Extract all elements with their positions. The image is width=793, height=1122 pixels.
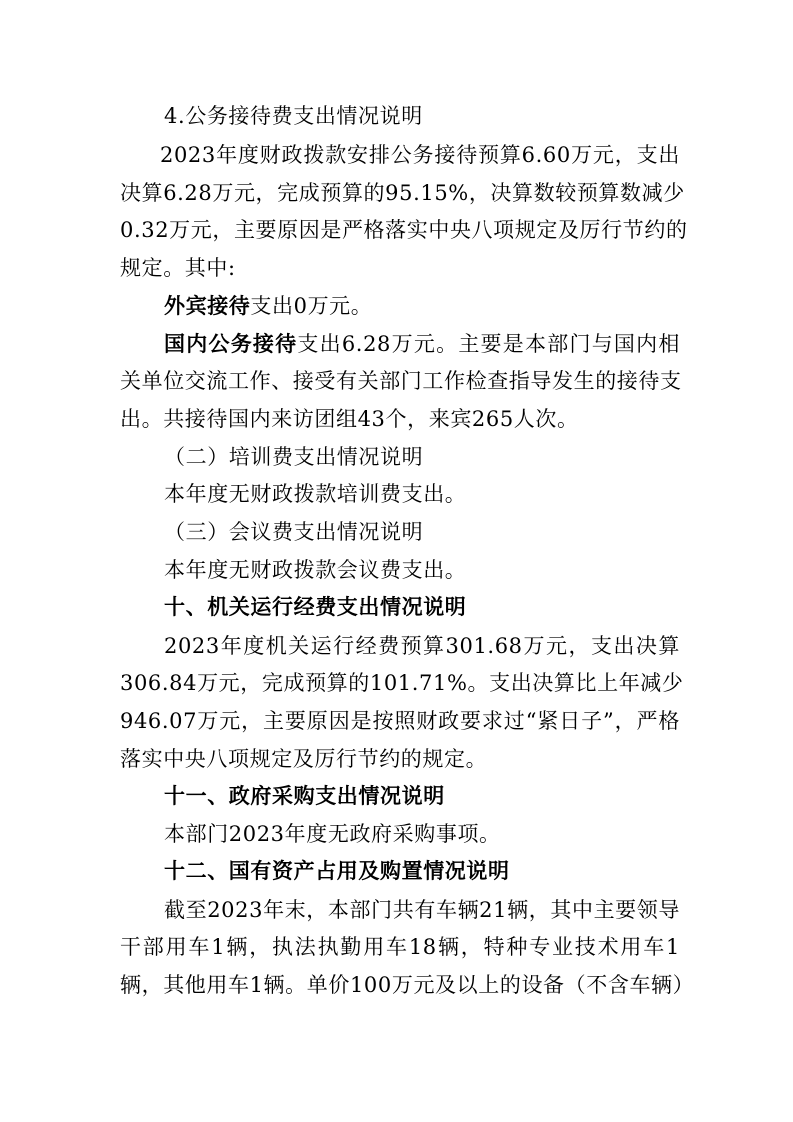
section-4-title: 4.公务接待费支出情况说明: [164, 104, 423, 128]
training-text: 本年度无财政拨款培训费支出。: [164, 482, 467, 506]
reception-paragraph-line-1: 2023年度财政拨款安排公务接待预算6.60万元，支出: [160, 143, 680, 167]
reception-paragraph-line-2: 决算6.28万元，完成预算的95.15%，决算数较预算数减少: [120, 181, 685, 205]
reception-paragraph-line-4: 规定。其中:: [120, 256, 236, 280]
section-10-title: 十、机关运行经费支出情况说明: [164, 595, 467, 619]
meeting-text: 本年度无财政拨款会议费支出。: [164, 558, 467, 582]
ops-paragraph-line-3: 946.07万元，主要原因是按照财政要求过“紧日子”，严格: [120, 709, 680, 733]
domestic-reception-line-2: 关单位交流工作、接受有关部门工作检查指导发生的接待支: [120, 369, 682, 393]
ops-paragraph-line-4: 落实中央八项规定及厉行节约的规定。: [120, 747, 488, 771]
foreign-reception-text: 支出0万元。: [250, 294, 373, 318]
ops-paragraph-line-1: 2023年度机关运行经费预算301.68万元，支出决算: [164, 634, 680, 658]
section-11-title: 十一、政府采购支出情况说明: [164, 784, 445, 808]
domestic-reception-line-3: 出。共接待国内来访团组43个，来宾265人次。: [120, 407, 579, 431]
domestic-reception-line-1: [164, 330, 680, 358]
meeting-title: （三）会议费支出情况说明: [164, 520, 424, 544]
ops-paragraph-line-2: 306.84万元，完成预算的101.71%。支出决算比上年减少: [120, 671, 684, 695]
domestic-reception-label: 国内公务接待: [164, 332, 298, 356]
reception-paragraph-line-3: 0.32万元，主要原因是严格落实中央八项规定及厉行节约的: [120, 218, 688, 242]
procurement-text: 本部门2023年度无政府采购事项。: [164, 822, 501, 846]
training-title: （二）培训费支出情况说明: [164, 445, 424, 469]
assets-paragraph-line-2: 干部用车1辆，执法执勤用车18辆，特种专业技术用车1: [120, 935, 680, 959]
domestic-reception-text-1: 支出6.28万元。主要是本部门与国内相: [297, 332, 680, 356]
foreign-reception-label: 外宾接待: [164, 294, 251, 318]
section-12-title: 十二、国有资产占用及购置情况说明: [164, 859, 510, 883]
assets-paragraph-line-3: 辆，其他用车1辆。单价100万元及以上的设备（不含车辆）: [120, 973, 695, 997]
foreign-reception-line: [164, 292, 680, 320]
assets-paragraph-line-1: 截至2023年末，本部门共有车辆21辆，其中主要领导: [164, 898, 680, 922]
